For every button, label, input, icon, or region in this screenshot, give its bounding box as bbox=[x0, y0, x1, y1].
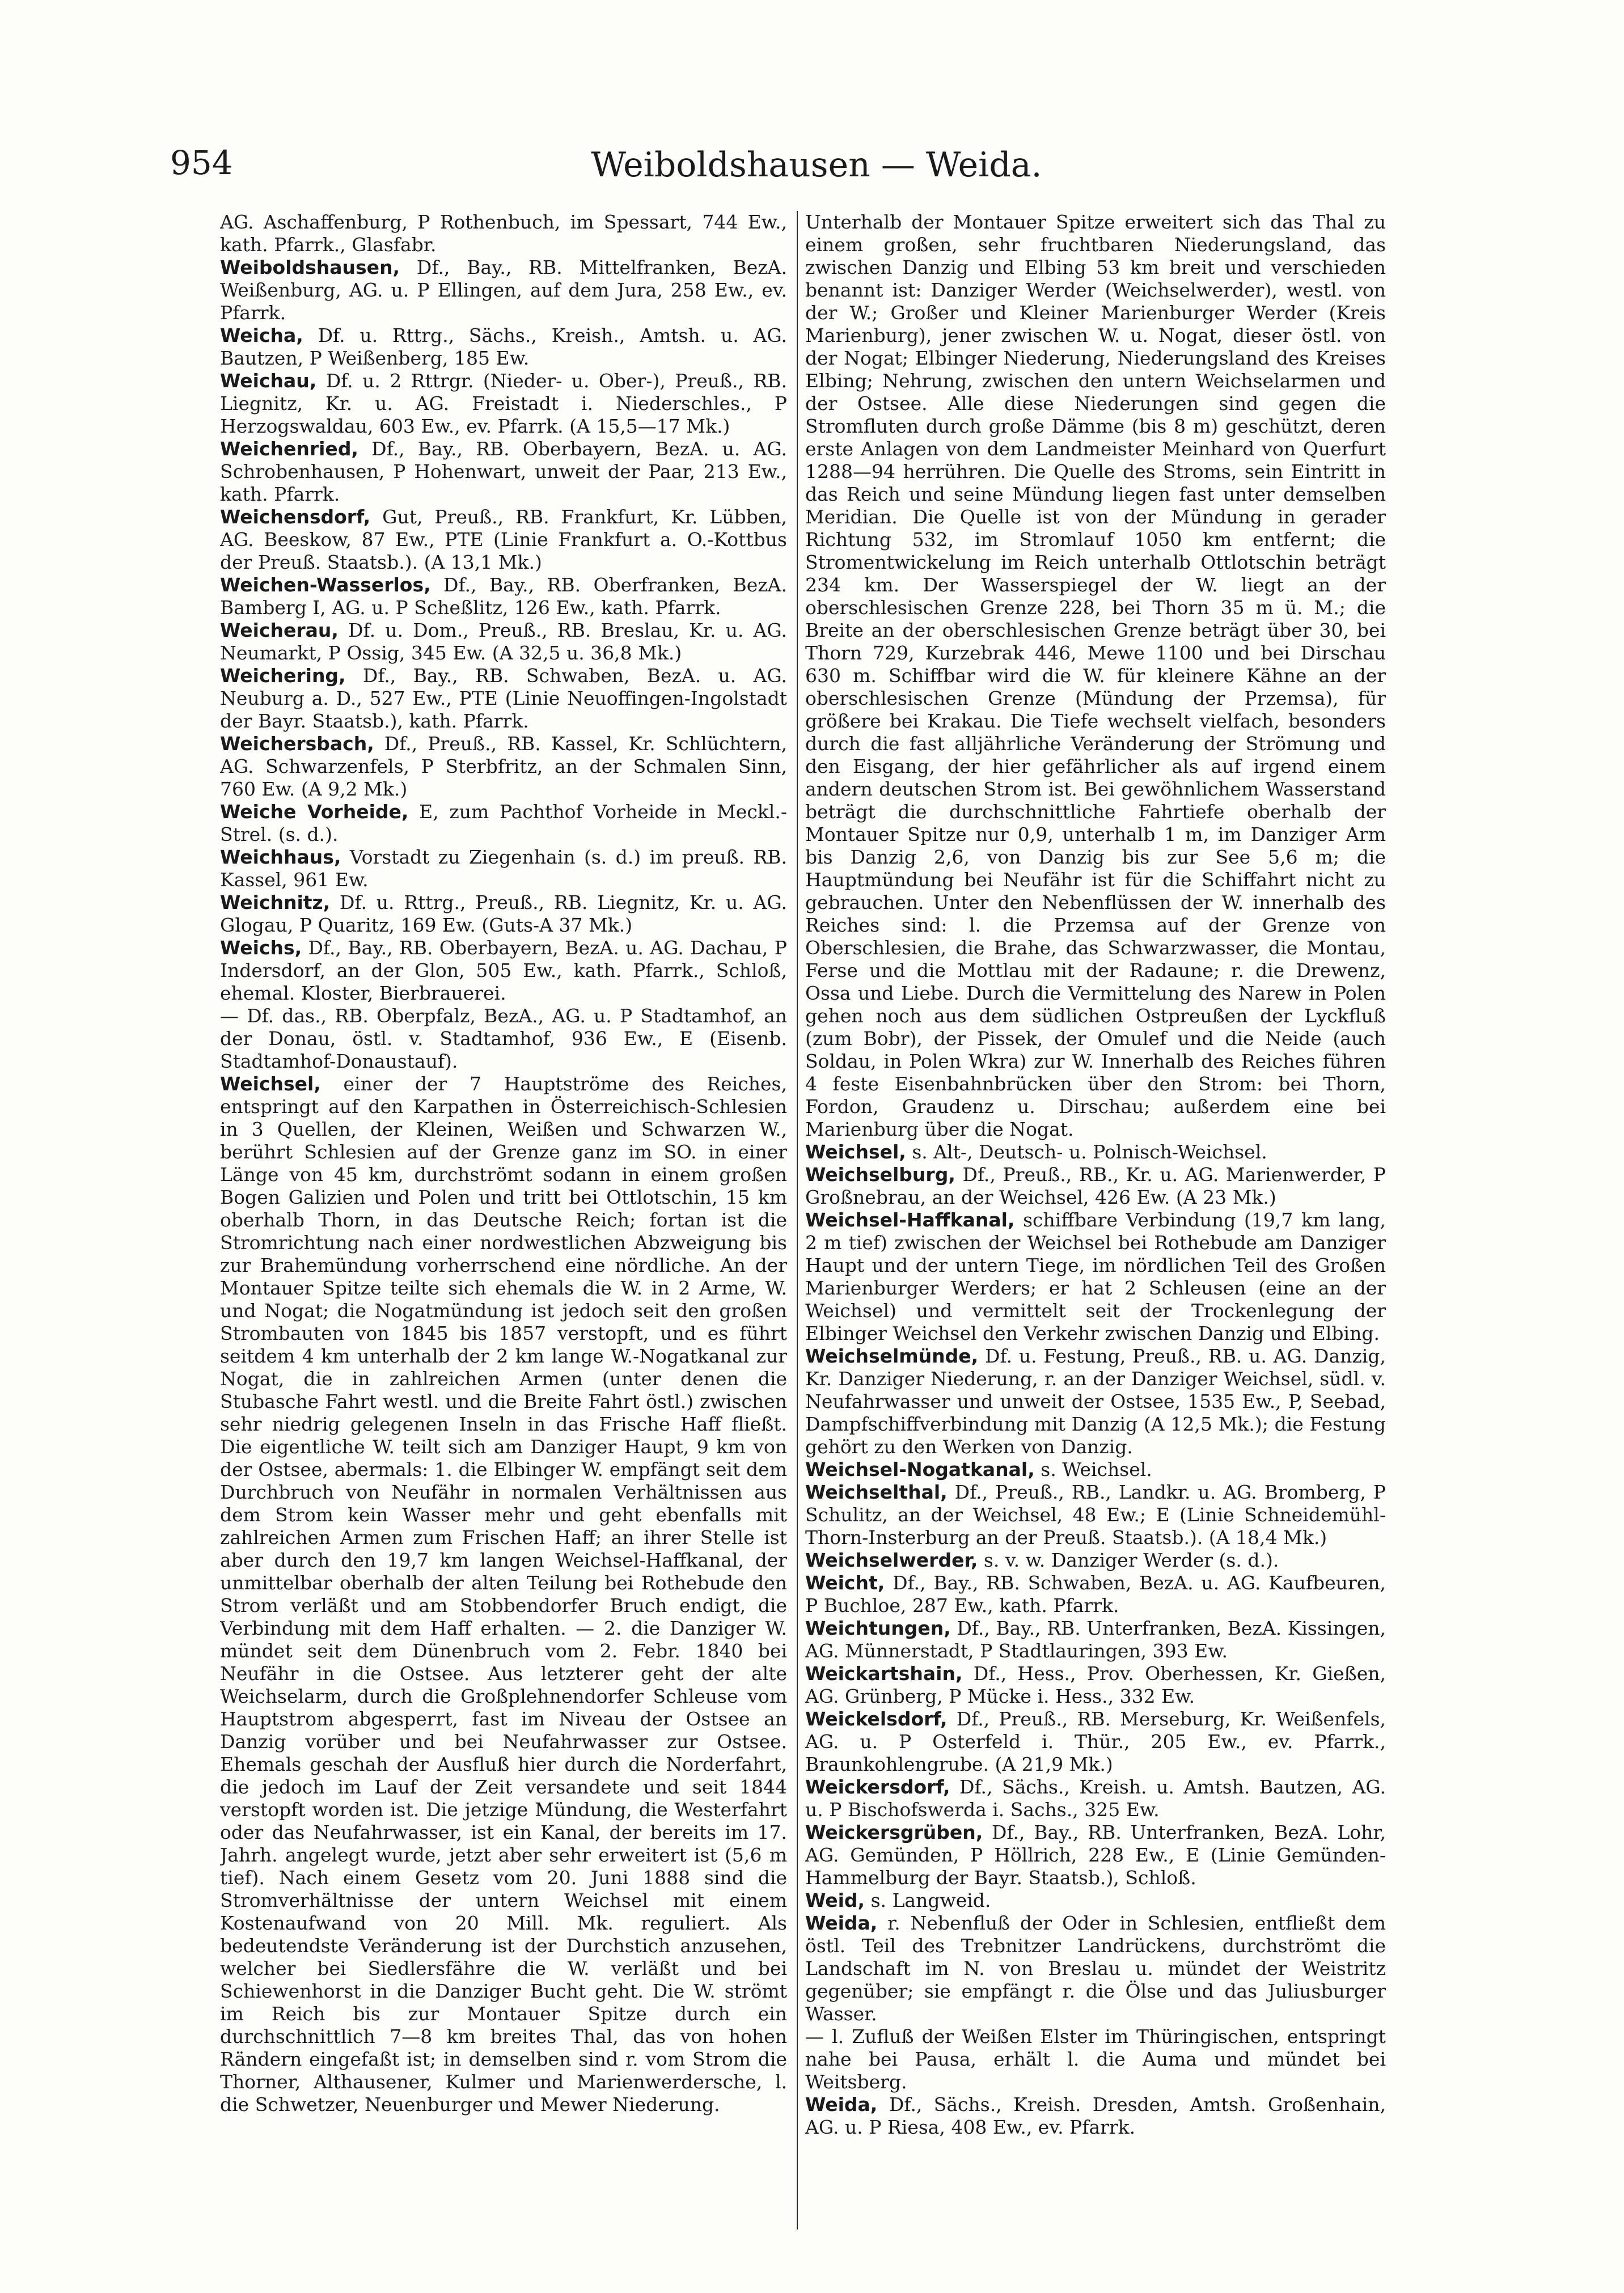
entry-headword: Weiboldshausen, bbox=[220, 256, 400, 278]
entry-text: s. Langweid. bbox=[870, 1889, 991, 1911]
gazetteer-entry bbox=[805, 2025, 1386, 2093]
gazetteer-entry bbox=[805, 1209, 1386, 1345]
gazetteer-entry bbox=[220, 846, 787, 891]
gazetteer-entry bbox=[805, 1776, 1386, 1821]
page-number: 954 bbox=[170, 143, 233, 182]
entry-headword: Weichhaus, bbox=[220, 846, 341, 868]
entry-text: schiffbare Verbindung (19,7 km lang, 2 m tief) zwischen der Weichsel bei Rothebude am Danziger Haupt und der untern Tiege, im nördlichen Teil des Großen Marienburger Werders; er hat 2 Schleusen (eine an der Weichsel) und vermittelt seit der Trockenlegung der Elbinger Weichsel den Verkehr zwischen Danzig und Elbing. bbox=[805, 1209, 1386, 1344]
gazetteer-entry bbox=[220, 506, 787, 574]
entry-headword: Weicherau, bbox=[220, 619, 339, 641]
gazetteer-entry bbox=[220, 438, 787, 506]
column-divider bbox=[797, 211, 798, 2229]
entry-headword: Weichsel, bbox=[805, 1141, 906, 1163]
entry-headword: Weiche Vorheide, bbox=[220, 801, 409, 823]
gazetteer-entry bbox=[805, 1912, 1386, 2025]
entry-headword: Weichen-Wasserlos, bbox=[220, 574, 431, 596]
entry-text: r. Nebenfluß der Oder in Schlesien, entfließt dem östl. Teil des Trebnitzer Landrückens, durchströmt die Landschaft im N. von Breslau u. mündet der Weistritz gegenüber; sie empfängt r. die Ölse und das Juliusburger Wasser. bbox=[805, 1912, 1386, 2025]
entry-text: Df., Bay., RB. Unterfranken, BezA. Kissingen, AG. Münnerstadt, P Stadtlauringen, 393 Ew. bbox=[805, 1617, 1386, 1662]
entry-headword: Weichenried, bbox=[220, 438, 358, 460]
gazetteer-entry bbox=[220, 665, 787, 733]
gazetteer-entry bbox=[805, 1549, 1386, 1572]
entry-text: Df. u. Dom., Preuß., RB. Breslau, Kr. u. AG. Neumarkt, P Ossig, 345 Ew. (A 32,5 u. 36,8 Mk.) bbox=[220, 619, 787, 664]
gazetteer-entry bbox=[220, 256, 787, 324]
entry-text: Df., Preuß., RB., Kr. u. AG. Marienwerder, P Großnebrau, an der Weichsel, 426 Ew. (A 23 Mk.) bbox=[805, 1164, 1386, 1208]
entry-text: AG. Aschaffenburg, P Rothenbuch, im Spessart, 744 Ew., kath. Pfarrk., Glasfabr. bbox=[220, 211, 787, 256]
entry-text: — l. Zufluß der Weißen Elster im Thüringischen, entspringt nahe bei Pausa, erhält l. die Auma und mündet bei Weitsberg. bbox=[805, 2025, 1386, 2093]
entry-headword: Weichtungen, bbox=[805, 1617, 951, 1639]
entry-headword: Weichering, bbox=[220, 665, 346, 687]
entry-headword: Weichselthal, bbox=[805, 1481, 948, 1503]
gazetteer-entry bbox=[805, 1164, 1386, 1209]
entry-text: Df., Bay., RB. Unterfranken, BezA. Lohr, AG. Gemünden, P Höllrich, 228 Ew., E (Linie Gemünden-Hammelburg der Bayr. Staatsb.), Schloß. bbox=[805, 1821, 1386, 1889]
gazetteer-entry bbox=[805, 1821, 1386, 1889]
entry-headword: Weichau, bbox=[220, 370, 317, 392]
entry-text: Unterhalb der Montauer Spitze erweitert sich das Thal zu einem großen, sehr fruchtbaren Niederungsland, das zwischen Danzig und Elbing 53 km breit und verschieden benannt ist: Danziger Werder (Weichselwerder), westl. von der W.; Großer und Kleiner Marienburger Werder (Kreis Marienburg), jener zwischen W. u. Nogat, dieser östl. von der Nogat; Elbinger Niederung, Niederungsland des Kreises Elbing; Nehrung, zwischen den untern Weichselarmen und der Ostsee. Alle diese Niederungen sind gegen die Stromfluten durch große Dämme (bis 8 m) geschützt, deren erste Anlagen von dem Landmeister Meinhard von Querfurt 1288—94 herrühren. Die Quelle des Stroms, sein Eintritt in das Reich und seine Mündung liegen fast unter demselben Meridian. Die Quelle ist von der Mündung in gerader Richtung 532, im Stromlauf 1050 km entfernt; die Stromentwickelung im Reich unterhalb Ottlotschin beträgt 234 km. Der Wasserspiegel der W. liegt an der oberschlesischen Grenze 228, bei Thorn 35 m ü. M.; die Breite an der oberschlesischen Grenze beträgt über 30, bei Thorn 729, Kurzebrak 446, Mewe 1100 und bei Dirschau 630 m. Schiffbar wird die W. für kleinere Kähne an der oberschlesischen Grenze (Mündung der Przemsa), für größere bei Krakau. Die Tiefe wechselt vielfach, besonders durch die fast alljährliche Veränderung der Strömung und den Eisgang, der hier gefährlicher als auf irgend einem andern deutschen Strom ist. Bei gewöhnlichem Wasserstand beträgt die durchschnittliche Fahrtiefe oberhalb der Montauer Spitze nur 0,9, unterhalb 1 m, im Danziger Arm bis Danzig 2,6, von Danzig bis zur See 5,6 m; die Hauptmündung bei Neufähr ist für die Schiffahrt nicht zu gebrauchen. Unter den Nebenflüssen der W. innerhalb des Reiches sind: l. die Przemsa auf der Grenze von Oberschlesien, die Brahe, das Schwarzwasser, die Montau, Ferse und die Mottlau mit der Radaune; r. die Drewenz, Ossa und Liebe. Durch die Vermittelung des Narew in Polen gehen noch aus dem südlichen Ostpreußen der Lyckfluß (zum Bobr), der Pissek, der Omulef und die Neide (auch Soldau, in Polen Wkra) zur W. Innerhalb des Reiches führen 4 feste Eisenbahnbrücken über den Strom: bei Thorn, Fordon, Graudenz u. Dirschau; außerdem eine bei Marienburg über die Nogat. bbox=[805, 211, 1386, 1140]
entry-text: Df., Bay., RB. Schwaben, BezA. u. AG. Kaufbeuren, P Buchloe, 287 Ew., kath. Pfarrk. bbox=[805, 1572, 1386, 1617]
gazetteer-entry bbox=[220, 574, 787, 619]
gazetteer-entry bbox=[220, 1005, 787, 1073]
entry-headword: Weichsel, bbox=[220, 1073, 321, 1095]
entry-text: Df., Preuß., RB. Merseburg, Kr. Weißenfels, AG. u. P Osterfeld i. Thür., 205 Ew., ev. Pfarrk., Braunkohlengrube. (A 21,9 Mk.) bbox=[805, 1708, 1386, 1775]
entry-text: Df., Preuß., RB., Landkr. u. AG. Bromberg, P Schulitz, an der Weichsel, 48 Ew.; E (Linie Schneidemühl-Thorn-Insterburg an der Preuß. Staatsb.). (A 18,4 Mk.) bbox=[805, 1481, 1386, 1549]
gazetteer-entry bbox=[220, 324, 787, 370]
gazetteer-entry bbox=[805, 211, 1386, 1141]
entry-text: — Df. das., RB. Oberpfalz, BezA., AG. u. P Stadtamhof, an der Donau, östl. v. Stadtamhof, 936 Ew., E (Eisenb. Stadtamhof-Donaustauf). bbox=[220, 1005, 787, 1072]
entry-text: Df. u. Rttrg., Preuß., RB. Liegnitz, Kr. u. AG. Glogau, P Quaritz, 169 Ew. (Guts-A 37 Mk.) bbox=[220, 891, 787, 936]
entry-headword: Weichensdorf, bbox=[220, 506, 371, 528]
entry-headword: Weickersgrüben, bbox=[805, 1821, 983, 1843]
entry-text: Df., Preuß., RB. Kassel, Kr. Schlüchtern, AG. Schwarzenfels, P Sterbfritz, an der Schmalen Sinn, 760 Ew. (A 9,2 Mk.) bbox=[220, 733, 787, 800]
gazetteer-entry bbox=[220, 733, 787, 801]
entry-text: s. Weichsel. bbox=[1041, 1458, 1152, 1480]
entry-text: s. v. w. Danziger Werder (s. d.). bbox=[983, 1549, 1279, 1571]
gazetteer-entry bbox=[220, 370, 787, 438]
entry-headword: Weichsel-Nogatkanal, bbox=[805, 1458, 1035, 1480]
entry-text: s. Alt-, Deutsch- u. Polnisch-Weichsel. bbox=[912, 1141, 1267, 1163]
gazetteer-entry bbox=[220, 619, 787, 665]
gazetteer-entry bbox=[220, 211, 787, 256]
gazetteer-entry bbox=[805, 1617, 1386, 1662]
entry-headword: Weida, bbox=[805, 2093, 878, 2116]
gazetteer-entry bbox=[805, 1889, 1386, 1912]
gazetteer-entry bbox=[805, 1458, 1386, 1481]
entry-headword: Weichersbach, bbox=[220, 733, 374, 755]
entry-headword: Weicht, bbox=[805, 1572, 885, 1594]
entry-headword: Weichnitz, bbox=[220, 891, 331, 913]
gazetteer-entry bbox=[220, 1073, 787, 2116]
gazetteer-entry bbox=[805, 1572, 1386, 1617]
gazetteer-entry bbox=[220, 801, 787, 846]
entry-headword: Weichselwerder, bbox=[805, 1549, 978, 1571]
gazetteer-entry bbox=[805, 1141, 1386, 1164]
entry-headword: Weida, bbox=[805, 1912, 878, 1934]
gazetteer-entry bbox=[805, 1345, 1386, 1458]
entry-headword: Weickersdorf, bbox=[805, 1776, 950, 1798]
entry-headword: Weichs, bbox=[220, 937, 302, 959]
entry-text: Gut, Preuß., RB. Frankfurt, Kr. Lübben, AG. Beeskow, 87 Ew., PTE (Linie Frankfurt a. O.-Kottbus der Preuß. Staatsb.). (A 13,1 Mk.) bbox=[220, 506, 787, 573]
entry-headword: Weichsel-Haffkanal, bbox=[805, 1209, 1015, 1231]
gazetteer-entry bbox=[220, 891, 787, 937]
entry-text: E, zum Pachthof Vorheide in Meckl.-Strel. (s. d.). bbox=[220, 801, 787, 845]
entry-text: Df., Hess., Prov. Oberhessen, Kr. Gießen, AG. Grünberg, P Mücke i. Hess., 332 Ew. bbox=[805, 1662, 1386, 1707]
entry-text: einer der 7 Hauptströme des Reiches, entspringt auf den Karpathen in Österreichisch-Schlesien in 3 Quellen, der Kleinen, Weißen und Schwarzen W., berührt Schlesien auf der Grenze ganz im SO. in einer Länge von 45 km, durchströmt sodann in einem großen Bogen Galizien und Polen und tritt bei Ottlotschin, 15 km oberhalb Thorn, in das Deutsche Reich; fortan ist die Stromrichtung nach einer nordwestlichen Abzweigung bis zur Brahemündung vorherrschend eine nördliche. An der Montauer Spitze teilte sich ehemals die W. in 2 Arme, W. und Nogat; die Nogatmündung ist jedoch seit den großen Strombauten von 1845 bis 1857 verstopft, und es führt seitdem 4 km unterhalb der 2 km lange W.-Nogatkanal zur Nogat, die in zahlreichen Armen (unter denen die Stubasche Fahrt westl. und die Breite Fahrt östl.) zwischen sehr niedrig gelegenen Inseln in das Frische Haff fließt. Die eigentliche W. teilt sich am Danziger Haupt, 9 km von der Ostsee, abermals: 1. die Elbinger W. empfängt seit dem Durchbruch von Neufähr in normalen Verhältnissen aus dem Strom kein Wasser mehr und geht ebenfalls mit zahlreichen Armen zum Frischen Haff; an ihrer Stelle ist aber durch den 19,7 km langen Weichsel-Haffkanal, der unmittelbar oberhalb der alten Teilung bei Rothebude den Strom verläßt und am Stobbendorfer Bruch endigt, die Verbindung mit dem Haff erhalten. — 2. die Danziger W. mündet seit dem Dünenbruch vom 2. Febr. 1840 bei Neufähr in die Ostsee. Aus letzterer geht der alte Weichselarm, durch die Großplehnendorfer Schleuse vom Hauptstrom abgesperrt, fast im Niveau der Ostsee an Danzig vorüber und bei Neufahrwasser zur Ostsee. Ehemals geschah der Ausfluß hier durch die Norderfahrt, die jedoch im Lauf der Zeit versandete und seit 1844 verstopft worden ist. Die jetzige Mündung, die Westerfahrt oder das Neufahrwasser, ist ein Kanal, der bereits im 17. Jahrh. angelegt wurde, jetzt aber sehr erweitert ist (5,6 m tief). Nach einem Gesetz vom 20. Juni 1888 sind die Stromverhältnisse der untern Weichsel mit einem Kostenaufwand von 20 Mill. Mk. reguliert. Als bedeutendste Veränderung ist der Durchstich anzusehen, welcher bei Siedlersfähre die W. verläßt und bei Schiewenhorst in die Danziger Bucht geht. Die W. strömt im Reich bis zur Montauer Spitze durch ein durchschnittlich 7—8 km breites Thal, das von hohen Rändern eingefaßt ist; in demselben sind r. vom Strom die Thorner, Althausener, Kulmer und Marienwerdersche, l. die Schwetzer, Neuenburger und Mewer Niederung. bbox=[220, 1073, 787, 2116]
entry-text: Df., Bay., RB. Oberbayern, BezA. u. AG. Schrobenhausen, P Hohenwart, unweit der Paar, 213 Ew., kath. Pfarrk. bbox=[220, 438, 787, 505]
entry-text: Df., Bay., RB. Oberbayern, BezA. u. AG. Dachau, P Indersdorf, an der Glon, 505 Ew., kath. Pfarrk., Schloß, ehemal. Kloster, Bierbrauerei. bbox=[220, 937, 787, 1004]
entry-text: Df., Bay., RB. Oberfranken, BezA. Bamberg I, AG. u. P Scheßlitz, 126 Ew., kath. Pfarrk. bbox=[220, 574, 787, 619]
entry-headword: Weickelsdorf, bbox=[805, 1708, 948, 1730]
entry-text: Vorstadt zu Ziegenhain (s. d.) im preuß. RB. Kassel, 961 Ew. bbox=[220, 846, 787, 891]
gazetteer-entry bbox=[805, 1481, 1386, 1549]
entry-headword: Weichselburg, bbox=[805, 1164, 955, 1186]
entry-text: Df., Sächs., Kreish. u. Amtsh. Bautzen, AG. u. P Bischofswerda i. Sachs., 325 Ew. bbox=[805, 1776, 1386, 1821]
entry-headword: Weichselmünde, bbox=[805, 1345, 979, 1367]
entry-text: Df., Bay., RB. Mittelfranken, BezA. Weißenburg, AG. u. P Ellingen, auf dem Jura, 258 Ew., ev. Pfarrk. bbox=[220, 256, 787, 324]
entry-text: Df., Bay., RB. Schwaben, BezA. u. AG. Neuburg a. D., 527 Ew., PTE (Linie Neuoffingen-Ingolstadt der Bayr. Staatsb.), kath. Pfarrk. bbox=[220, 665, 787, 732]
entry-headword: Weickartshain, bbox=[805, 1662, 963, 1685]
right-column bbox=[805, 211, 1386, 2229]
entry-text: Df. u. Rttrg., Sächs., Kreish., Amtsh. u. AG. Bautzen, P Weißenberg, 185 Ew. bbox=[220, 324, 787, 369]
gazetteer-entry bbox=[805, 1708, 1386, 1776]
entry-headword: Weid, bbox=[805, 1889, 865, 1911]
entry-text: Df. u. Festung, Preuß., RB. u. AG. Danzig, Kr. Danziger Niederung, r. an der Danziger Weichsel, südl. v. Neufahrwasser und unweit der Ostsee, 1535 Ew., P, Seebad, Dampfschiffverbindung mit Danzig (A 12,5 Mk.); die Festung gehört zu den Werken von Danzig. bbox=[805, 1345, 1386, 1458]
entry-text: Df. u. 2 Rttrgr. (Nieder- u. Ober-), Preuß., RB. Liegnitz, Kr. u. AG. Freistadt i. Niederschles., P Herzogswaldau, 603 Ew., ev. Pfarrk. (A 15,5—17 Mk.) bbox=[220, 370, 787, 437]
gazetteer-entry bbox=[220, 937, 787, 1005]
running-head: Weiboldshausen — Weida. bbox=[591, 145, 1042, 185]
left-column bbox=[220, 211, 787, 2229]
entry-headword: Weicha, bbox=[220, 324, 303, 346]
gazetteer-entry bbox=[805, 2093, 1386, 2139]
entry-text: Df., Sächs., Kreish. Dresden, Amtsh. Großenhain, AG. u. P Riesa, 408 Ew., ev. Pfarrk. bbox=[805, 2093, 1386, 2138]
gazetteer-entry bbox=[805, 1662, 1386, 1708]
